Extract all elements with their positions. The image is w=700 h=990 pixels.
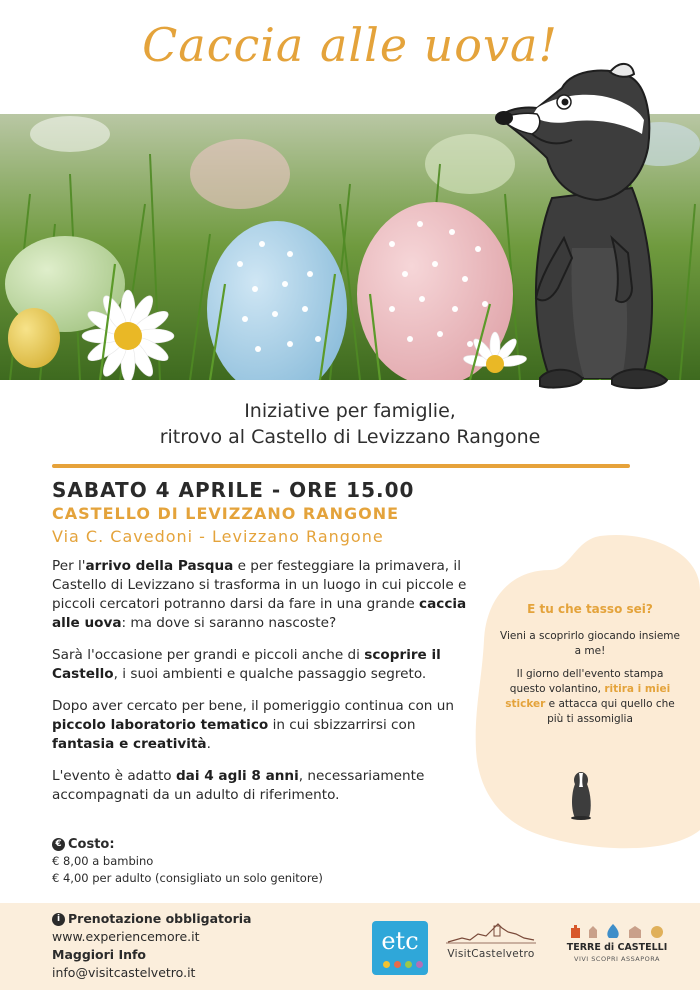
logo-dot-yellow — [383, 961, 390, 968]
cost-child: € 8,00 a bambino — [52, 854, 154, 868]
terre-di-castelli-logo — [565, 922, 669, 970]
terre-di-castelli-text: TERRE di CASTELLI — [566, 942, 668, 953]
etc-logo-text: etc — [381, 927, 419, 955]
terre-di-castelli-icons — [565, 922, 669, 940]
subtitle-line-1: Iniziative per famiglie, — [244, 400, 456, 422]
footer-contacts — [52, 910, 251, 982]
subtitle — [0, 398, 700, 450]
cost-adult: € 4,00 per adulto (consigliato un solo genitore) — [52, 871, 323, 885]
badger-callout — [500, 602, 680, 735]
logo-dot-red — [394, 961, 401, 968]
orange-divider — [52, 464, 630, 468]
subtitle-line-2: ritrovo al Castello di Levizzano Rangone — [159, 426, 541, 448]
website-link[interactable]: www.experiencemore.it — [52, 929, 200, 944]
visitcastelvetro-text: VisitCastelvetro — [447, 948, 535, 960]
event-description — [52, 557, 476, 818]
sticker-placeholder-badger — [567, 770, 595, 820]
event-venue: CASTELLO DI LEVIZZANO RANGONE — [52, 504, 400, 523]
callout-heading: E tu che tasso sei? — [527, 602, 653, 616]
more-info-label: Maggiori Info — [52, 947, 147, 962]
event-address: Via C. Cavedoni - Levizzano Rangone — [52, 527, 384, 546]
cost-label: Costo: — [68, 837, 115, 852]
description-paragraph-3: Dopo aver cercato per bene, il pomeriggio continua con un piccolo laboratorio tematico in cui sbizzarrirsi con fantasia e creatività. — [52, 698, 454, 752]
email-link[interactable]: info@visitcastelvetro.it — [52, 965, 196, 980]
poster-title: Caccia alle uova! — [142, 18, 558, 72]
badger-mascot-illustration — [492, 48, 692, 398]
euro-icon: € — [52, 838, 65, 851]
cost-heading — [52, 836, 323, 853]
booking-label: Prenotazione obbligatoria — [68, 911, 252, 926]
description-paragraph-1: Per l'arrivo della Pasqua e per festeggiare la primavera, il Castello di Levizzano si trasforma in un luogo in cui piccole e piccoli cercatori potranno darsi da fare in una grande caccia alle uova: ma dove si saranno nascoste? — [52, 558, 467, 631]
info-icon: i — [52, 913, 65, 926]
booking-required — [52, 910, 251, 928]
castle-skyline-icon — [442, 920, 540, 946]
logo-dot-green — [405, 961, 412, 968]
visitcastelvetro-logo — [442, 920, 540, 970]
cost-section — [52, 836, 323, 887]
logo-dot-purple — [416, 961, 423, 968]
callout-text-2: Il giorno dell'evento stampa questo volantino, ritira i miei sticker e attacca qui quello che più ti assomiglia — [505, 668, 675, 725]
callout-text-1: Vieni a scoprirlo giocando insieme a me! — [500, 630, 680, 657]
terre-di-castelli-tagline: VIVI SCOPRI ASSAPORA — [574, 955, 660, 963]
etc-logo — [372, 921, 428, 975]
description-paragraph-4: L'evento è adatto dai 4 agli 8 anni, necessariamente accompagnati da un adulto di riferimento. — [52, 768, 425, 803]
event-date-time: SABATO 4 APRILE - ORE 15.00 — [52, 478, 415, 502]
description-paragraph-2: Sarà l'occasione per grandi e piccoli anche di scoprire il Castello, i suoi ambienti e qualche passaggio segreto. — [52, 647, 441, 682]
